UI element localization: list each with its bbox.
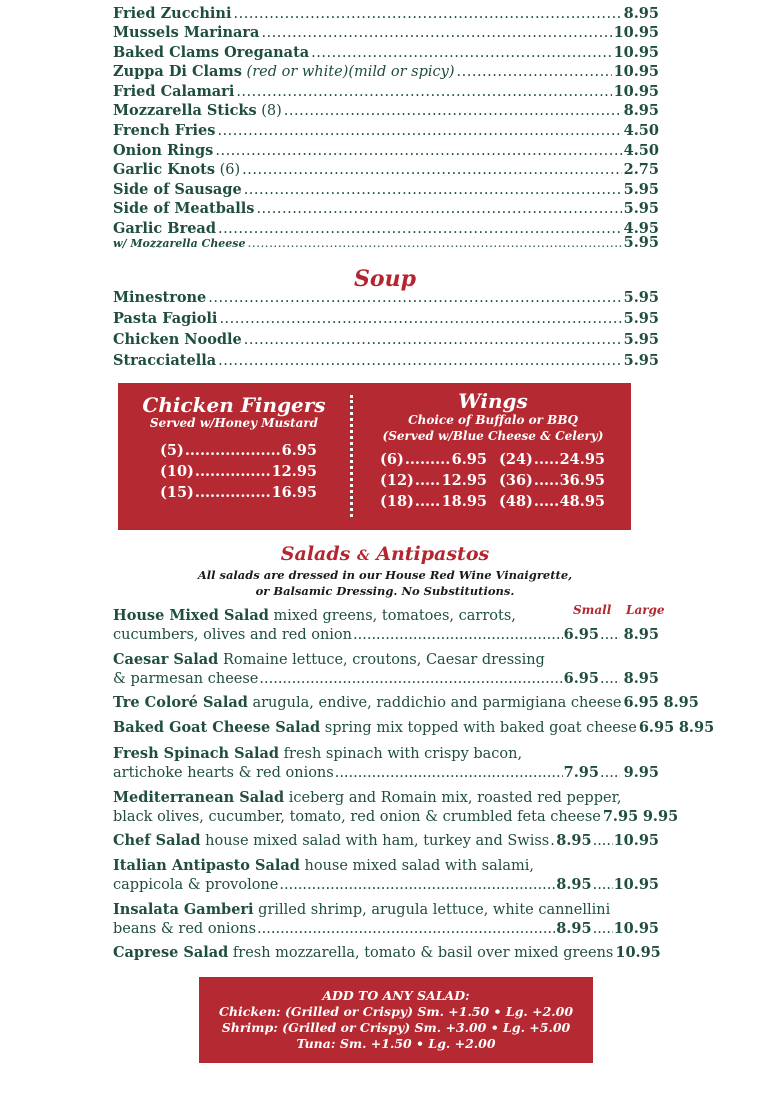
- menu-item: [113, 62, 659, 82]
- wings-subtitle-2: (Served w/Blue Cheese & Celery): [382, 429, 604, 443]
- item-name: Mozzarella Sticks: [113, 102, 257, 119]
- salad-name: Fresh Spinach Salad: [113, 745, 280, 762]
- soup-item: [113, 330, 659, 350]
- item-price: 10.95: [613, 44, 659, 61]
- salad-name: Tre Coloré Salad: [113, 694, 248, 711]
- salad-desc: arugula, endive, raddichio and parmigiana cheese: [252, 695, 622, 711]
- item-name: Garlic Bread: [113, 220, 216, 237]
- item-price: 10.95: [613, 24, 659, 41]
- small-price: 6.95: [623, 694, 659, 711]
- salads-note-2: or Balsamic Dressing. No Substitutions.: [255, 584, 515, 598]
- large-price: 10.95: [613, 832, 659, 849]
- option-price: 12.95: [271, 463, 317, 480]
- salad-desc: fresh mozzarella, tomato & basil over mixed greens: [232, 945, 614, 961]
- small-price: 7.95: [563, 763, 599, 781]
- chicken-fingers-option: [160, 442, 317, 459]
- salad-desc-2: cappicola & provolone: [113, 876, 279, 893]
- soup-item: [113, 351, 659, 371]
- chicken-fingers-subtitle: Served w/Honey Mustard: [149, 416, 319, 430]
- menu-item: [113, 82, 659, 102]
- salad-item: [113, 944, 659, 963]
- salad-item: [113, 857, 659, 894]
- option-qty: (36): [499, 472, 533, 489]
- item-note: (6): [219, 162, 241, 178]
- box-divider: [350, 395, 353, 517]
- small-price: 6.95: [563, 625, 599, 643]
- item-name: Pasta Fagioli: [113, 310, 218, 327]
- soup-item: [113, 288, 659, 308]
- salad-name: Chef Salad: [113, 832, 201, 849]
- item-note: (red or white)(mild or spicy): [246, 64, 455, 80]
- soup-item: [113, 309, 659, 329]
- option-qty: (12): [380, 472, 414, 489]
- large-price: 10.95: [613, 875, 659, 893]
- salad-desc-2: & parmesan cheese: [113, 670, 259, 687]
- small-price: 8.95: [556, 875, 592, 893]
- option-qty: (5): [160, 442, 184, 459]
- salad-desc-2: cucumbers, olives and red onion: [113, 626, 353, 643]
- large-price: 10.95: [615, 944, 661, 961]
- option-qty: (24): [499, 451, 533, 468]
- item-price: 8.95: [623, 5, 659, 22]
- chicken-fingers-option: [160, 484, 317, 501]
- item-price: 5.95: [623, 310, 659, 327]
- large-price: 8.95: [623, 669, 659, 687]
- small-price: 6.95: [638, 719, 675, 736]
- salad-desc: Romaine lettuce, croutons, Caesar dressing: [222, 652, 545, 668]
- large-price: 9.95: [623, 763, 659, 781]
- salads-heading: [0, 543, 770, 565]
- salad-desc-2: artichoke hearts & red onions: [113, 764, 334, 781]
- item-price: 10.95: [613, 63, 659, 80]
- item-price: 5.95: [623, 331, 659, 348]
- wings-option: [499, 472, 605, 489]
- item-price: 10.95: [613, 83, 659, 100]
- salad-name: Baked Goat Cheese Salad: [113, 719, 321, 736]
- salad-item: [113, 651, 659, 688]
- large-price: 8.95: [623, 625, 659, 643]
- salad-name: Caesar Salad: [113, 651, 219, 668]
- salad-desc: spring mix topped with baked goat cheese: [324, 720, 637, 736]
- salad-name: Mediterranean Salad: [113, 789, 285, 806]
- item-price: 4.50: [623, 122, 659, 139]
- option-price: 6.95: [281, 442, 317, 459]
- item-price: 2.75: [623, 161, 659, 178]
- wings-option: [380, 472, 487, 489]
- wings-option: [380, 493, 487, 510]
- item-name: Onion Rings: [113, 142, 214, 159]
- salad-desc: fresh spinach with crispy bacon,: [283, 746, 523, 762]
- large-price: 10.95: [613, 919, 659, 937]
- large-price: 8.95: [663, 694, 699, 711]
- large-price: 9.95: [642, 807, 679, 825]
- option-qty: (18): [380, 493, 414, 510]
- salad-desc: mixed greens, tomatoes, carrots,: [273, 608, 516, 624]
- menu-item: [113, 121, 659, 141]
- wings-option: [499, 451, 605, 468]
- option-qty: (6): [380, 451, 404, 468]
- option-qty: (10): [160, 463, 194, 480]
- item-name: Chicken Noodle: [113, 331, 242, 348]
- item-name: Fried Zucchini: [113, 5, 232, 22]
- small-price: 6.95: [563, 669, 599, 687]
- salad-name: Italian Antipasto Salad: [113, 857, 300, 874]
- option-price: 12.95: [441, 472, 487, 489]
- item-price: 8.95: [623, 102, 659, 119]
- large-label: Large: [626, 603, 665, 617]
- item-name: Stracciatella: [113, 352, 217, 369]
- add-line-shrimp: Shrimp: (Grilled or Crispy) Sm. +3.00 • Lg. +5.00: [221, 1020, 571, 1035]
- item-name: w/ Mozzarella Cheese: [113, 237, 246, 250]
- salad-desc: house mixed salad with salami,: [304, 858, 535, 874]
- item-name: Minestrone: [113, 289, 207, 306]
- item-name: Fried Calamari: [113, 83, 235, 100]
- menu-item: [113, 199, 659, 219]
- add-title: ADD TO ANY SALAD:: [322, 988, 470, 1003]
- option-price: 24.95: [559, 451, 605, 468]
- salad-desc-2: beans & red onions: [113, 920, 257, 937]
- salad-name: Caprese Salad: [113, 944, 229, 961]
- item-name: French Fries: [113, 122, 216, 139]
- item-name: Garlic Knots: [113, 161, 215, 178]
- salad-item: [113, 719, 715, 738]
- salad-item: [113, 901, 659, 938]
- small-label: Small: [573, 603, 612, 617]
- salad-name: Insalata Gamberi: [113, 901, 254, 918]
- salad-desc: iceberg and Romain mix, roasted red pepper,: [288, 790, 622, 806]
- chicken-fingers-title: Chicken Fingers: [142, 393, 326, 417]
- salad-desc-2: black olives, cucumber, tomato, red onion & crumbled feta cheese: [113, 808, 601, 825]
- menu-item: [113, 180, 659, 200]
- salad-item: [113, 694, 699, 713]
- salads-title-amp: &: [356, 548, 370, 564]
- item-price: 5.95: [623, 181, 659, 198]
- item-name: Zuppa Di Clams: [113, 63, 242, 80]
- item-name: Side of Meatballs: [113, 200, 255, 217]
- item-price: 5.95: [623, 200, 659, 217]
- option-qty: (48): [499, 493, 533, 510]
- salad-item: [113, 832, 659, 851]
- soup-heading: Soup: [354, 266, 416, 292]
- salad-desc: grilled shrimp, arugula lettuce, white cannellini: [258, 902, 611, 918]
- option-price: 48.95: [559, 493, 605, 510]
- salad-desc: house mixed salad with ham, turkey and Swiss: [205, 833, 550, 849]
- option-price: 16.95: [271, 484, 317, 501]
- menu-item-garlic-bread-mozz: [113, 233, 659, 253]
- salads-title-a: Salads: [280, 543, 351, 565]
- salad-item: [113, 607, 659, 644]
- option-price: 18.95: [441, 493, 487, 510]
- menu-item: [113, 141, 659, 161]
- menu-item: [113, 23, 659, 43]
- item-price: 4.50: [623, 142, 659, 159]
- option-qty: (15): [160, 484, 194, 501]
- add-to-salad-box: [199, 977, 593, 1063]
- wings-subtitle-1: Choice of Buffalo or BBQ: [408, 413, 578, 427]
- salad-item: [113, 745, 659, 782]
- option-price: 36.95: [559, 472, 605, 489]
- small-price: 8.95: [556, 832, 592, 849]
- salads-title-b: Antipastos: [376, 543, 490, 565]
- wings-option: [380, 451, 487, 468]
- item-price: 4.95: [623, 220, 659, 237]
- item-price: 5.95: [623, 352, 659, 369]
- chicken-wings-box: [118, 383, 631, 530]
- salads-note-1: All salads are dressed in our House Red Wine Vinaigrette,: [197, 568, 573, 582]
- add-line-tuna: Tuna: Sm. +1.50 • Lg. +2.00: [296, 1036, 496, 1051]
- option-price: 6.95: [451, 451, 487, 468]
- item-note: (8): [261, 103, 282, 119]
- large-price: 8.95: [678, 719, 715, 736]
- wings-option: [499, 493, 605, 510]
- wings-title: Wings: [458, 389, 528, 413]
- menu-item: [113, 101, 659, 121]
- menu-item: [113, 160, 659, 180]
- menu-item: [113, 4, 659, 24]
- salad-name: House Mixed Salad: [113, 607, 269, 624]
- chicken-fingers-option: [160, 463, 317, 480]
- item-price: 5.95: [623, 289, 659, 306]
- small-price: 7.95: [602, 807, 639, 825]
- item-name: Side of Sausage: [113, 181, 242, 198]
- menu-item: [113, 43, 659, 63]
- add-line-chicken: Chicken: (Grilled or Crispy) Sm. +1.50 • Lg. +2.00: [218, 1004, 574, 1019]
- small-price: 8.95: [556, 919, 592, 937]
- item-name: Baked Clams Oreganata: [113, 44, 310, 61]
- salad-item: [113, 789, 679, 826]
- item-price: 5.95: [623, 234, 659, 251]
- item-name: Mussels Marinara: [113, 24, 260, 41]
